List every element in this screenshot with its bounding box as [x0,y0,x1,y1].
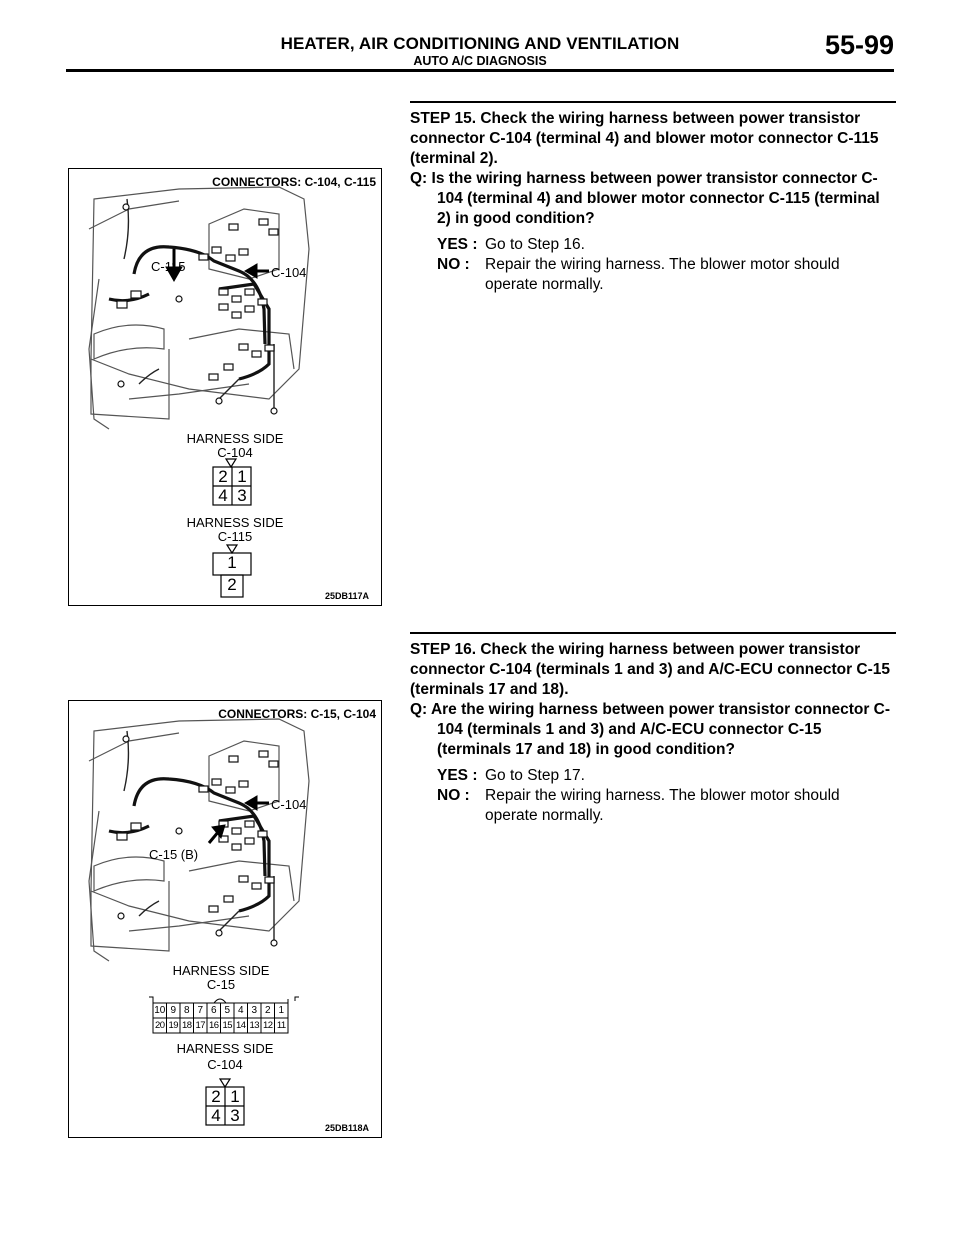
pin-number: 15 [222,1020,233,1031]
step-rule [410,632,896,634]
pin-number: 14 [235,1020,246,1031]
pin-number: 7 [197,1005,204,1016]
pin-number: 4 [237,1005,244,1016]
figure-title: CONNECTORS: C-104, C-115 [212,175,376,189]
pin-number: 2 [218,467,228,486]
page-number: 55-99 [824,30,894,60]
pin-number: 3 [237,486,247,505]
connector-id-label: C-115 [217,529,253,544]
harness-side-label: HARNESS SIDE [176,1041,274,1056]
section-subtitle: AUTO A/C DIAGNOSIS [413,54,547,68]
step-15 [410,101,896,295]
figure-connectors-c104-c115 [68,168,382,606]
connector-id-label: C-15 [206,977,236,992]
pin-number: 2 [264,1005,271,1016]
c15-pin-row-top [153,1004,288,1018]
answer-yes [437,235,896,255]
pin-number: 20 [154,1020,165,1031]
figure-code: 25DB118A [324,1123,369,1133]
pin-number: 19 [168,1020,179,1031]
callout-c104: C-104 [271,265,307,280]
harness-side-label: HARNESS SIDE [172,963,270,978]
pin-number: 3 [251,1005,258,1016]
pin-number: 4 [218,486,228,505]
no-key: NO : [437,256,470,273]
answers [437,766,896,826]
pin-number: 9 [170,1005,177,1016]
answer-yes [437,766,896,786]
harness-side-label: HARNESS SIDE [186,515,284,530]
yes-key: YES : [437,767,478,784]
pin-number: 4 [211,1106,221,1125]
header-rule [66,69,894,72]
section-title: HEATER, AIR CONDITIONING AND VENTILATION [280,34,680,53]
pin-number: 13 [249,1020,260,1031]
yes-key: YES : [437,236,478,253]
figure-connectors-c15-c104 [68,700,382,1138]
c15-pin-row-bottom [153,1019,288,1033]
pin-number: 8 [183,1005,190,1016]
no-text: Repair the wiring harness. The blower motor should operate normally. [485,256,840,293]
step-heading: STEP 16. Check the wiring harness between power transistor connector C-104 (terminals 1 and 3) and A/C-ECU connector C-15 (terminals 17 and 18). [410,641,891,698]
pin-number: 18 [181,1020,192,1031]
pin-number: 11 [276,1020,286,1031]
figure-code: 25DB117A [324,591,369,601]
step-question: Q: Are the wiring harness between power transistor connector C-104 (terminals 1 and 3) and A/C-ECU connector C-15 (terminals 17 and 18) in good condition? [410,701,891,758]
dashboard-illustration-2 [69,701,383,1139]
pin-number: 1 [227,553,237,572]
pin-number: 1 [230,1087,240,1106]
pin-number: 10 [154,1005,166,1016]
pin-number: 6 [210,1005,217,1016]
connector-id-label: C-104 [217,445,253,460]
step-question: Q: Is the wiring harness between power transistor connector C-104 (terminal 4) and blower motor connector C-115 (terminal 2) in good condition? [410,170,880,227]
pin-number: 17 [195,1020,206,1031]
harness-side-label: HARNESS SIDE [186,431,284,446]
step-heading: STEP 15. Check the wiring harness between power transistor connector C-104 (terminal 4) and blower motor connector C-115 (terminal 2). [410,110,879,167]
callout-c15b: C-15 (B) [149,847,199,862]
yes-text: Go to Step 17. [485,767,585,784]
pin-number: 3 [230,1106,240,1125]
step-rule [410,101,896,103]
pin-number: 12 [262,1020,273,1031]
pin-number: 2 [227,575,237,594]
callout-c104: C-104 [271,797,307,812]
pin-number: 2 [211,1087,221,1106]
callout-c115: C-115 [151,259,186,274]
pin-number: 1 [237,467,247,486]
answer-no [437,786,896,826]
step-16 [410,632,896,826]
yes-text: Go to Step 16. [485,236,585,253]
pin-number: 1 [278,1005,285,1016]
answers [437,235,896,295]
no-text: Repair the wiring harness. The blower motor should operate normally. [485,787,840,824]
answer-no [437,255,896,295]
connector-id-label: C-104 [207,1057,243,1072]
no-key: NO : [437,787,470,804]
pin-number: 16 [208,1020,219,1031]
figure-title: CONNECTORS: C-15, C-104 [218,707,376,721]
pin-number: 5 [224,1005,231,1016]
